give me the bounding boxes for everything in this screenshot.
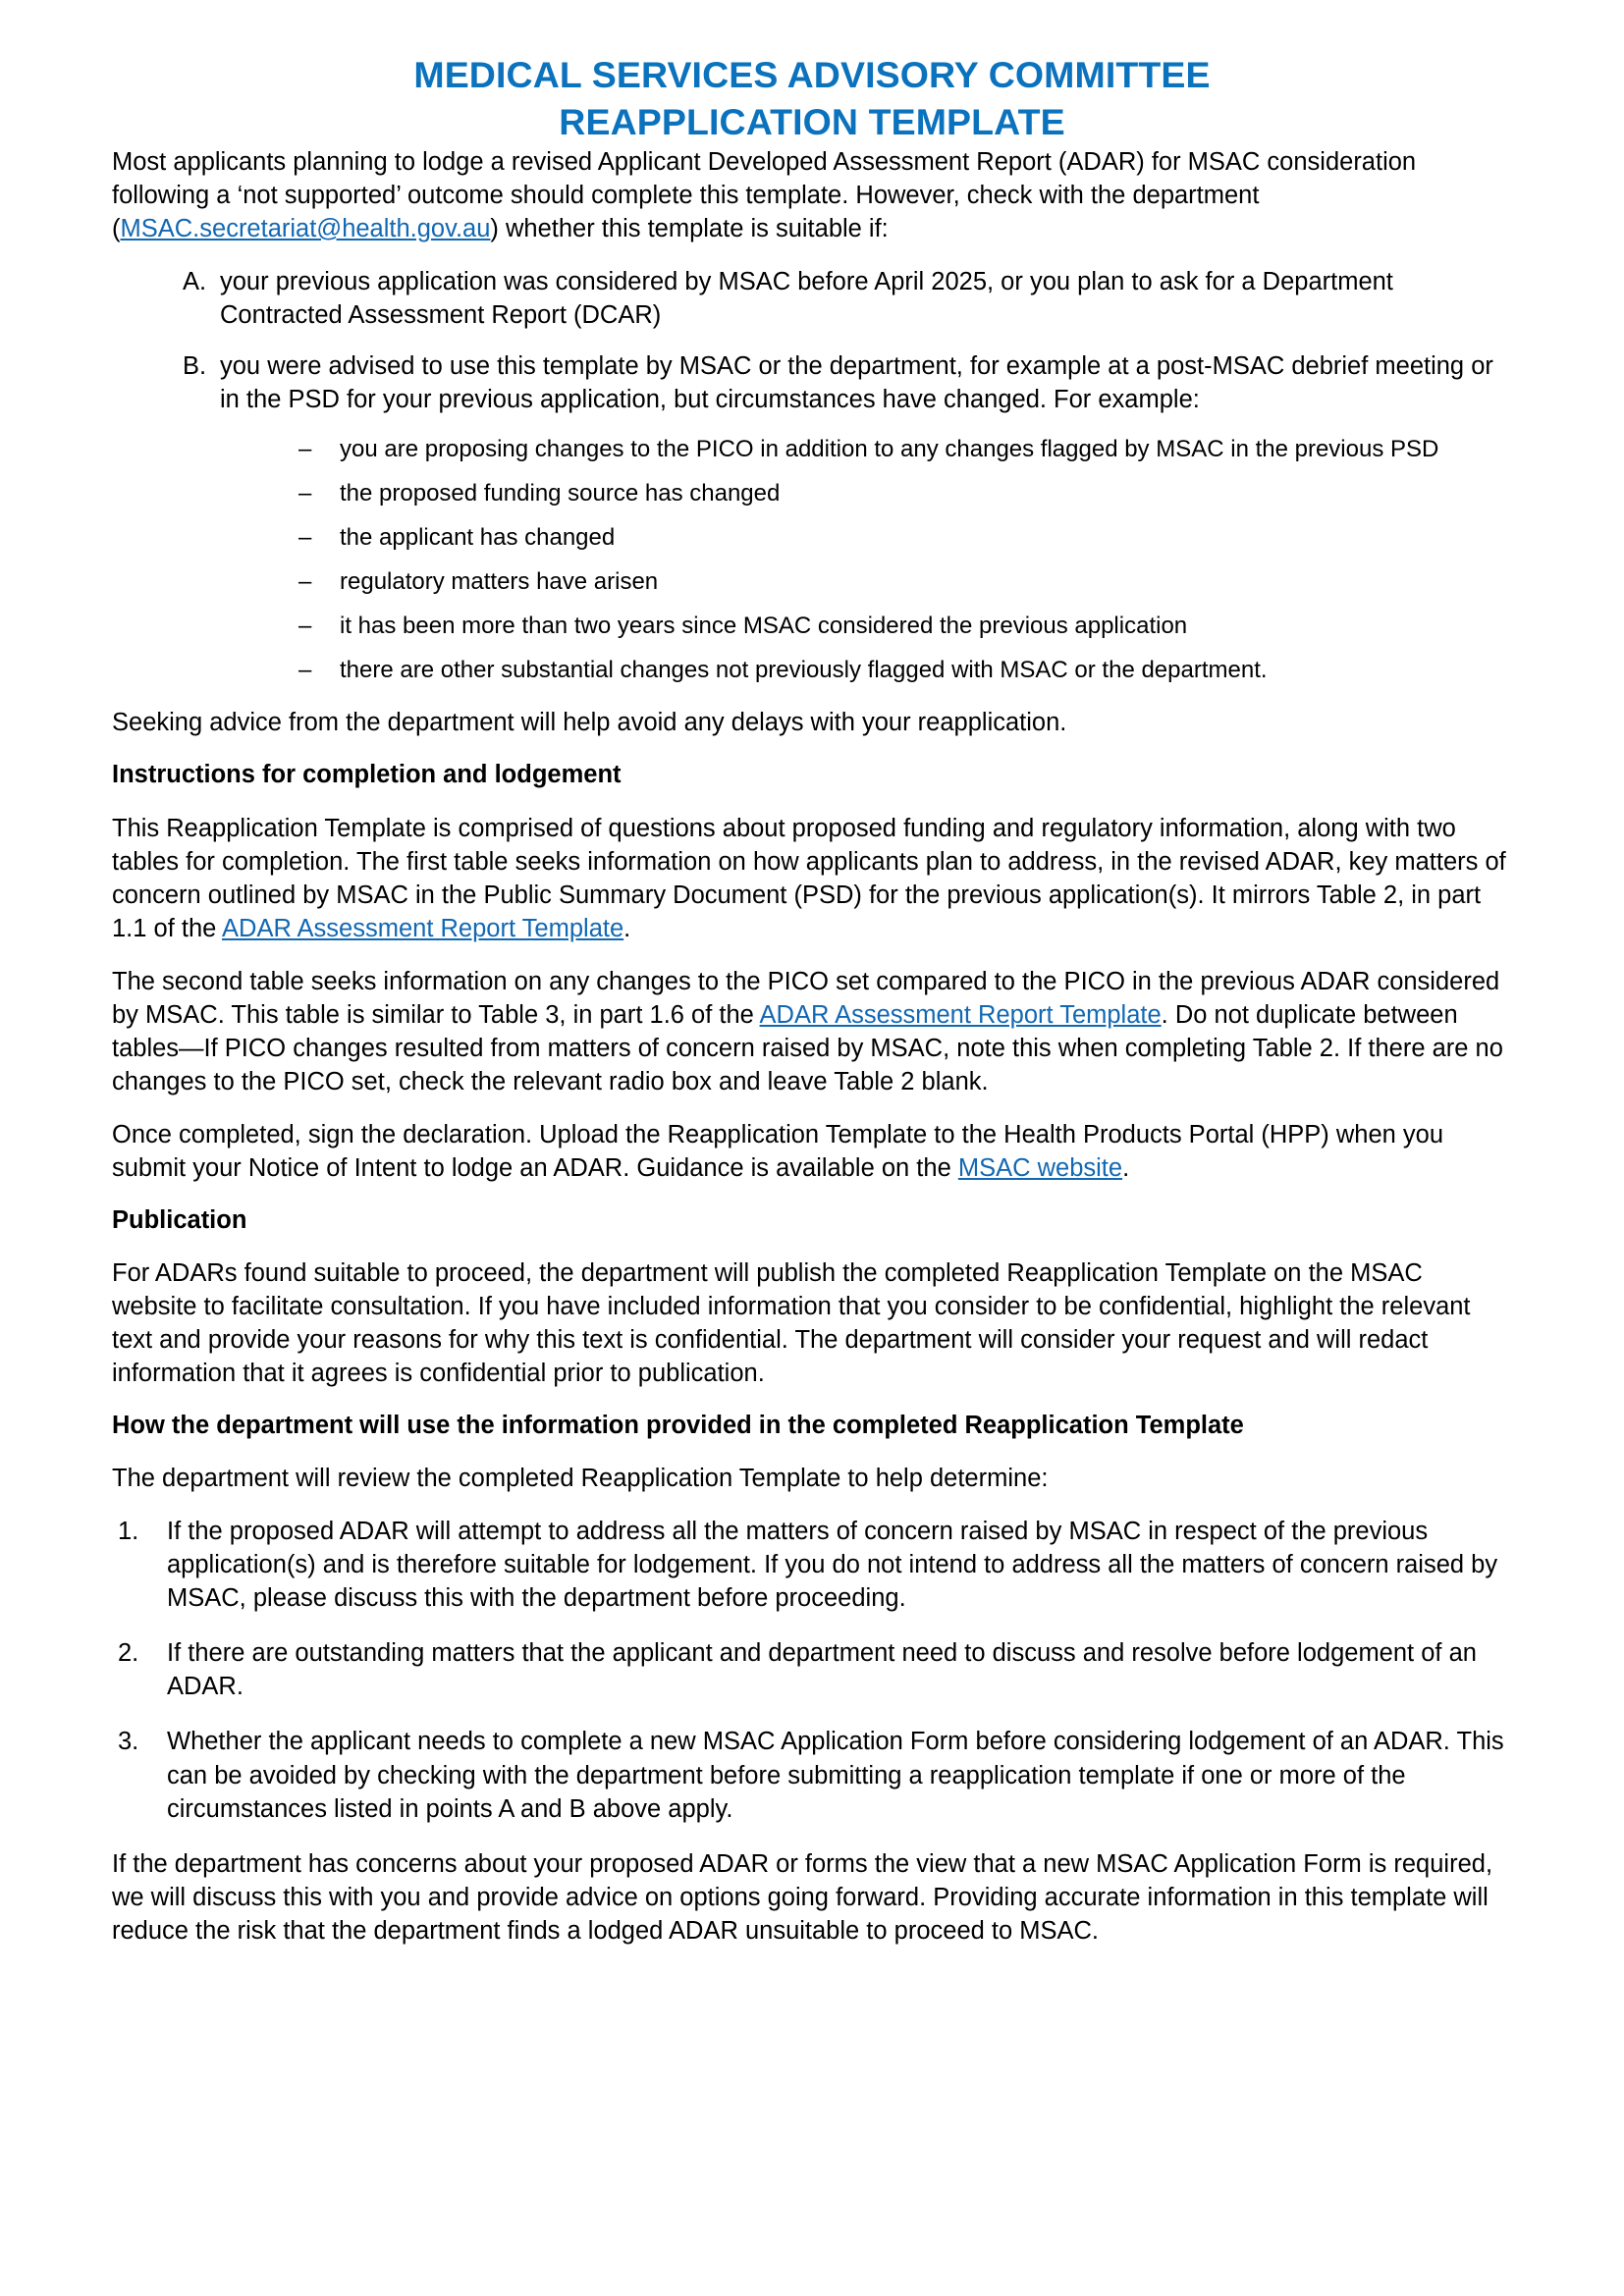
- list-item-text: regulatory matters have arisen: [340, 568, 659, 596]
- page-title-line-2: REAPPLICATION TEMPLATE: [559, 101, 1065, 142]
- instructions-heading: Instructions for completion and lodgement: [112, 761, 622, 789]
- intro-text-part-2: ) whether this template is suitable if:: [490, 215, 889, 243]
- instructions-paragraph-3: [112, 1118, 1512, 1185]
- usage-lead-in-paragraph: The department will review the completed Reapplication Template to help determine:: [112, 1465, 1049, 1493]
- list-item: [112, 1636, 1512, 1703]
- list-marker: B.: [183, 352, 207, 381]
- list-item: [112, 566, 1512, 598]
- list-item-text: your previous application was considered by MSAC before April 2025, or you plan to ask for a Department Contracted Assessment Report (DCAR): [220, 268, 1393, 330]
- intro-paragraph: [112, 145, 1512, 245]
- instructions-p1-part-1: This Reapplication Template is comprised of questions about proposed funding and regulatory information, along with two tables for completion. The first table seeks information on how applicants plan to address, in the revised ADAR, key matters of concern outlined by MSAC in the Public Summary Document (PSD) for the previous application(s). It mirrors Table 2, in part 1.1 of the: [112, 814, 1506, 942]
- list-item-text: If the proposed ADAR will attempt to address all the matters of concern raised by MSAC in respect of the previous application(s) and is therefore suitable for lodgement. If you do not intend to address all the matters of concern raised by MSAC, please discuss this with the department before proceeding.: [167, 1518, 1498, 1613]
- adar-assessment-report-template-link-2[interactable]: ADAR Assessment Report Template: [759, 1000, 1162, 1029]
- list-marker: –: [298, 613, 312, 640]
- list-marker: 3.: [118, 1728, 139, 1756]
- list-item-text: Whether the applicant needs to complete a new MSAC Application Form before considering lodgement of an ADAR. This can be avoided by checking with the department before submitting a reapplication template if one or more of the circumstances listed in points A and B above apply.: [167, 1728, 1504, 1823]
- list-item-text: it has been more than two years since MSAC considered the previous application: [340, 613, 1188, 640]
- list-marker: 1.: [118, 1518, 139, 1546]
- list-marker: –: [298, 657, 312, 684]
- instructions-p2-part-2: . Do not duplicate between tables—If PICO changes resulted from matters of concern raised by MSAC, note this when completing Table 2. If there are no changes to the PICO set, check the relevant radio box and leave Table 2 blank.: [112, 1000, 1503, 1095]
- list-item: [112, 611, 1512, 642]
- list-marker: –: [298, 524, 312, 552]
- adar-assessment-report-template-link-1[interactable]: ADAR Assessment Report Template: [222, 914, 624, 942]
- list-item: [112, 434, 1512, 465]
- list-item: [112, 265, 1512, 332]
- page-title-line-1: MEDICAL SERVICES ADVISORY COMMITTEE: [413, 54, 1211, 95]
- list-item-text: the proposed funding source has changed: [340, 480, 781, 507]
- list-item: [112, 655, 1512, 686]
- usage-closing-paragraph: If the department has concerns about your proposed ADAR or forms the view that a new MSAC Application Form is required, we will discuss this with you and provide advice on options going forward. Providing accurate information in this template will reduce the risk that the department finds a lodged ADAR unsuitable to proceed to MSAC.: [112, 1849, 1493, 1945]
- msac-website-link[interactable]: MSAC website: [957, 1153, 1123, 1182]
- list-item: [112, 349, 1512, 416]
- list-item-text: the applicant has changed: [340, 524, 616, 552]
- msac-secretariat-email-link[interactable]: MSAC.secretariat@health.gov.au: [120, 215, 491, 243]
- list-item-text: If there are outstanding matters that the applicant and department need to discuss and resolve before lodgement of an ADAR.: [167, 1639, 1477, 1701]
- seeking-advice-paragraph: Seeking advice from the department will help avoid any delays with your reapplication.: [112, 709, 1067, 737]
- list-item: [112, 522, 1512, 554]
- instructions-p1-part-2: .: [623, 914, 631, 942]
- instructions-p2-part-1: The second table seeks information on any changes to the PICO set compared to the PICO in the previous ADAR considered by MSAC. This table is similar to Table 3, in part 1.6 of the: [112, 967, 1500, 1029]
- list-item-text: you are proposing changes to the PICO in addition to any changes flagged by MSAC in the previous PSD: [340, 436, 1439, 463]
- instructions-p3-part-2: .: [1122, 1153, 1130, 1182]
- list-marker: –: [298, 480, 312, 507]
- instructions-paragraph-1: [112, 812, 1512, 945]
- list-item: [112, 478, 1512, 509]
- list-item: [112, 1515, 1512, 1615]
- list-item-text: there are other substantial changes not previously flagged with MSAC or the department.: [340, 657, 1268, 684]
- circumstances-alpha-list: [112, 265, 1512, 416]
- instructions-paragraph-2: [112, 965, 1512, 1098]
- list-marker: 2.: [118, 1639, 139, 1668]
- list-item-text: you were advised to use this template by MSAC or the department, for example at a post-MSAC debrief meeting or in the PSD for your previous application, but circumstances have changed. For example:: [220, 352, 1493, 414]
- circumstances-dash-list: [112, 434, 1512, 686]
- instructions-p3-part-1: Once completed, sign the declaration. Upload the Reapplication Template to the Health Products Portal (HPP) when you submit your Notice of Intent to lodge an ADAR. Guidance is available on the: [112, 1120, 1444, 1182]
- list-marker: –: [298, 436, 312, 463]
- list-item: [112, 1725, 1512, 1825]
- list-marker: A.: [183, 268, 207, 296]
- publication-heading: Publication: [112, 1205, 247, 1234]
- list-marker: –: [298, 568, 312, 596]
- intro-text-part-1: Most applicants planning to lodge a revised Applicant Developed Assessment Report (ADAR) for MSAC consideration following a ‘not supported’ outcome should complete this template. However, check with the department (: [112, 148, 1417, 243]
- page-title: [112, 51, 1512, 145]
- usage-heading: How the department will use the information provided in the completed Reapplication Template: [112, 1412, 1244, 1440]
- usage-numbered-list: [112, 1515, 1512, 1825]
- publication-paragraph: For ADARs found suitable to proceed, the department will publish the completed Reapplication Template on the MSAC website to facilitate consultation. If you have included information that you consider to be confidential, highlight the relevant text and provide your reasons for why this text is confidential. The department will consider your request and will redact information that it agrees is confidential prior to publication.: [112, 1259, 1471, 1388]
